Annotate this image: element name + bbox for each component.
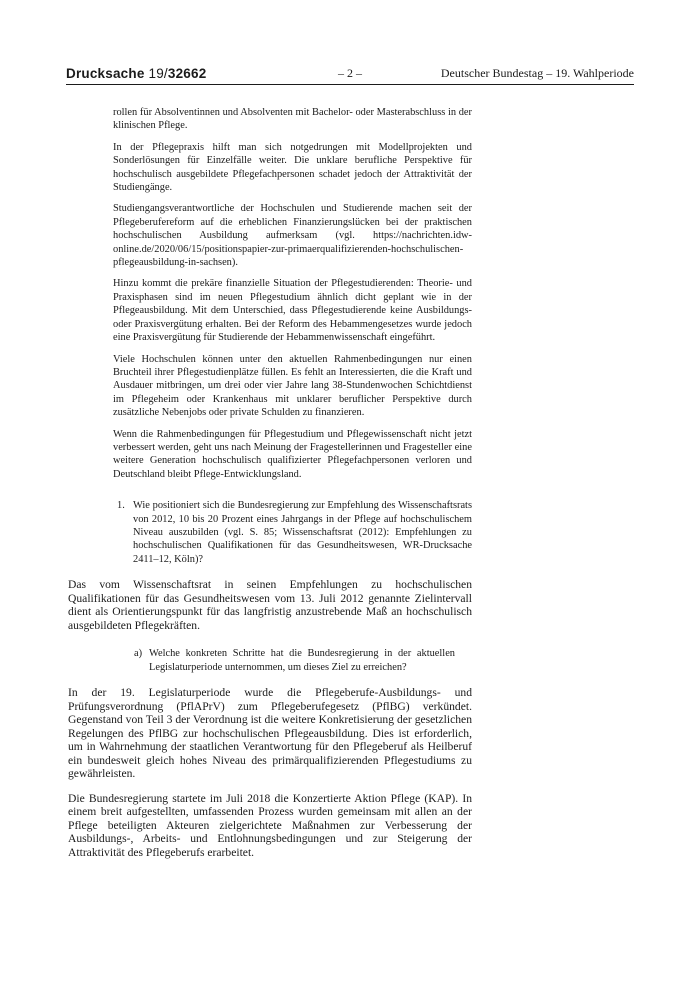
header-rule — [66, 84, 634, 85]
doc-number-prefix: 19/ — [148, 66, 168, 81]
answer-paragraph: Das vom Wissenschaftsrat in seinen Empfehlungen zu hochschulischen Qualifikationen für das Gesundheitswesen vom 13. Juli 2012 genannte Zielintervall dient als Orientierungspunkt für das langfristig anzustrebende Maß an hochschulisch ausgebildeten Pflegekräften. — [68, 578, 472, 632]
subquestion-number: a) — [134, 648, 143, 660]
answer-paragraph: In der 19. Legislaturperiode wurde die Pflegeberufe-Ausbildungs- und Prüfungsverordnung (PflAPrV) zum Pflegeberufegesetz (PflBG) verkündet. Gegenstand von Teil 3 der Verordnung ist die weitere Konkretisierung der gesetzlichen Regelungen des PflBG zur hochschulischen Pflegeausbildung. Dies ist erforderlich, um in Wahrnehmung der staatlichen Verantwortung für den Pflegeberuf als Heilberuf ein bundesweit gleich hohes Niveau des primärqualifizierenden Pflegestudiums zu gewährleisten. — [68, 686, 472, 780]
preliminary-paragraph: rollen für Absolventinnen und Absolventen mit Bachelor- oder Masterabschluss in der klinischen Pflege. — [113, 107, 472, 132]
doc-type-label: Drucksache — [66, 66, 145, 81]
question-number: 1. — [117, 500, 125, 512]
document-body — [68, 106, 472, 870]
answer-paragraph: Die Bundesregierung startete im Juli 2018 die Konzertierte Aktion Pflege (KAP). In einem breit aufgestellten, umfassenden Prozess wurden gemeinsam mit allen an der Pflege beteiligten Akteuren zielgerichtete Maßnahmen zur Verbesserung der Ausbildungs-, Arbeits- und Entlohnungsbedingungen und zur Steigerung der Attraktivität des Pflegeberufs erarbeitet. — [68, 791, 472, 859]
edition-label: Deutscher Bundestag – 19. Wahlperiode — [440, 66, 634, 80]
subquestion-text: Welche konkreten Schritte hat die Bundesregierung in der aktuellen Legislaturperiode unternommen, um dieses Ziel zu erreichen? — [149, 648, 455, 673]
page-header — [66, 63, 634, 81]
preliminary-paragraph: Hinzu kommt die prekäre finanzielle Situation der Pflegestudierenden: Theorie- und Praxisphasen sind im neuen Pflegestudium ähnlich dicht geplant wie in der Pflegeausbildung. Mit dem Unterschied, dass Pflegestudierende keine Ausbildungs- oder Praxisvergütung erhalten. Bei der Reform des Hebammengesetzes wurde jedoch eine Praxisvergütung für Studierende der Hebammenwissenschaft eingeführt. — [113, 278, 472, 344]
drucksache-header — [66, 66, 206, 81]
question-text: Wie positioniert sich die Bundesregierung zur Empfehlung des Wissenschaftsrats von 2012, 10 bis 20 Prozent eines Jahrgangs in der Pflege auf hochschulischem Niveau auszubilden (vgl. S. 85; Wissenschaftsrat (2012): Empfehlungen zu hochschulischen Qualifikationen für das Gesundheitswesen, WR-Drucksache 2411–12, Köln)? — [133, 500, 472, 565]
page-number: – 2 – — [338, 66, 362, 80]
preliminary-paragraph: Wenn die Rahmenbedingungen für Pflegestudium und Pflegewissenschaft nicht jetzt verbessert werden, geht uns nach Meinung der Fragestellerinnen und Fragesteller eine weitere Generation hochschulisch qualifizierter Pflegefachpersonen verloren und Deutschland bleibt Pflege-Entwicklungsland. — [113, 428, 472, 480]
question-1 — [117, 499, 472, 566]
doc-number: 32662 — [167, 66, 207, 81]
preliminary-paragraph: Studiengangsverantwortliche der Hochschulen und Studierende machen seit der Pflegeberufereform auf die erheblichen Finanzierungslücken bei der praktischen hochschulischen Ausbildung aufmerksam (vgl. https://nachrichten.idw-online.de/2020/06/15/positionspapier-zur-primaerqualifizierenden-hochschulischen-pflegeausbildung-in-sachsen). — [113, 203, 472, 269]
question-1a — [134, 647, 455, 674]
preliminary-remarks — [68, 106, 472, 481]
preliminary-paragraph: In der Pflegepraxis hilft man sich notgedrungen mit Modellprojekten und Sonderlösungen für Einzelfälle weiter. Die unklare berufliche Perspektive für hochschulisch ausgebildete Pflegefachpersonen schadet jedoch der Attraktivität der Studiengänge. — [113, 141, 472, 194]
preliminary-paragraph: Viele Hochschulen können unter den aktuellen Rahmenbedingungen nur einen Bruchteil ihrer Pflegestudienplätze füllen. Es fehlt an Interessierten, die die Kraft und Ausdauer mitbringen, um drei oder vier Jahre lang 38-Stundenwochen Schichtdienst im Pflegeheim oder Krankenhaus mit unklarer beruflicher Perspektive durch zusätzliche Nebenjobs oder private Schulden zu finanzieren. — [113, 353, 472, 419]
